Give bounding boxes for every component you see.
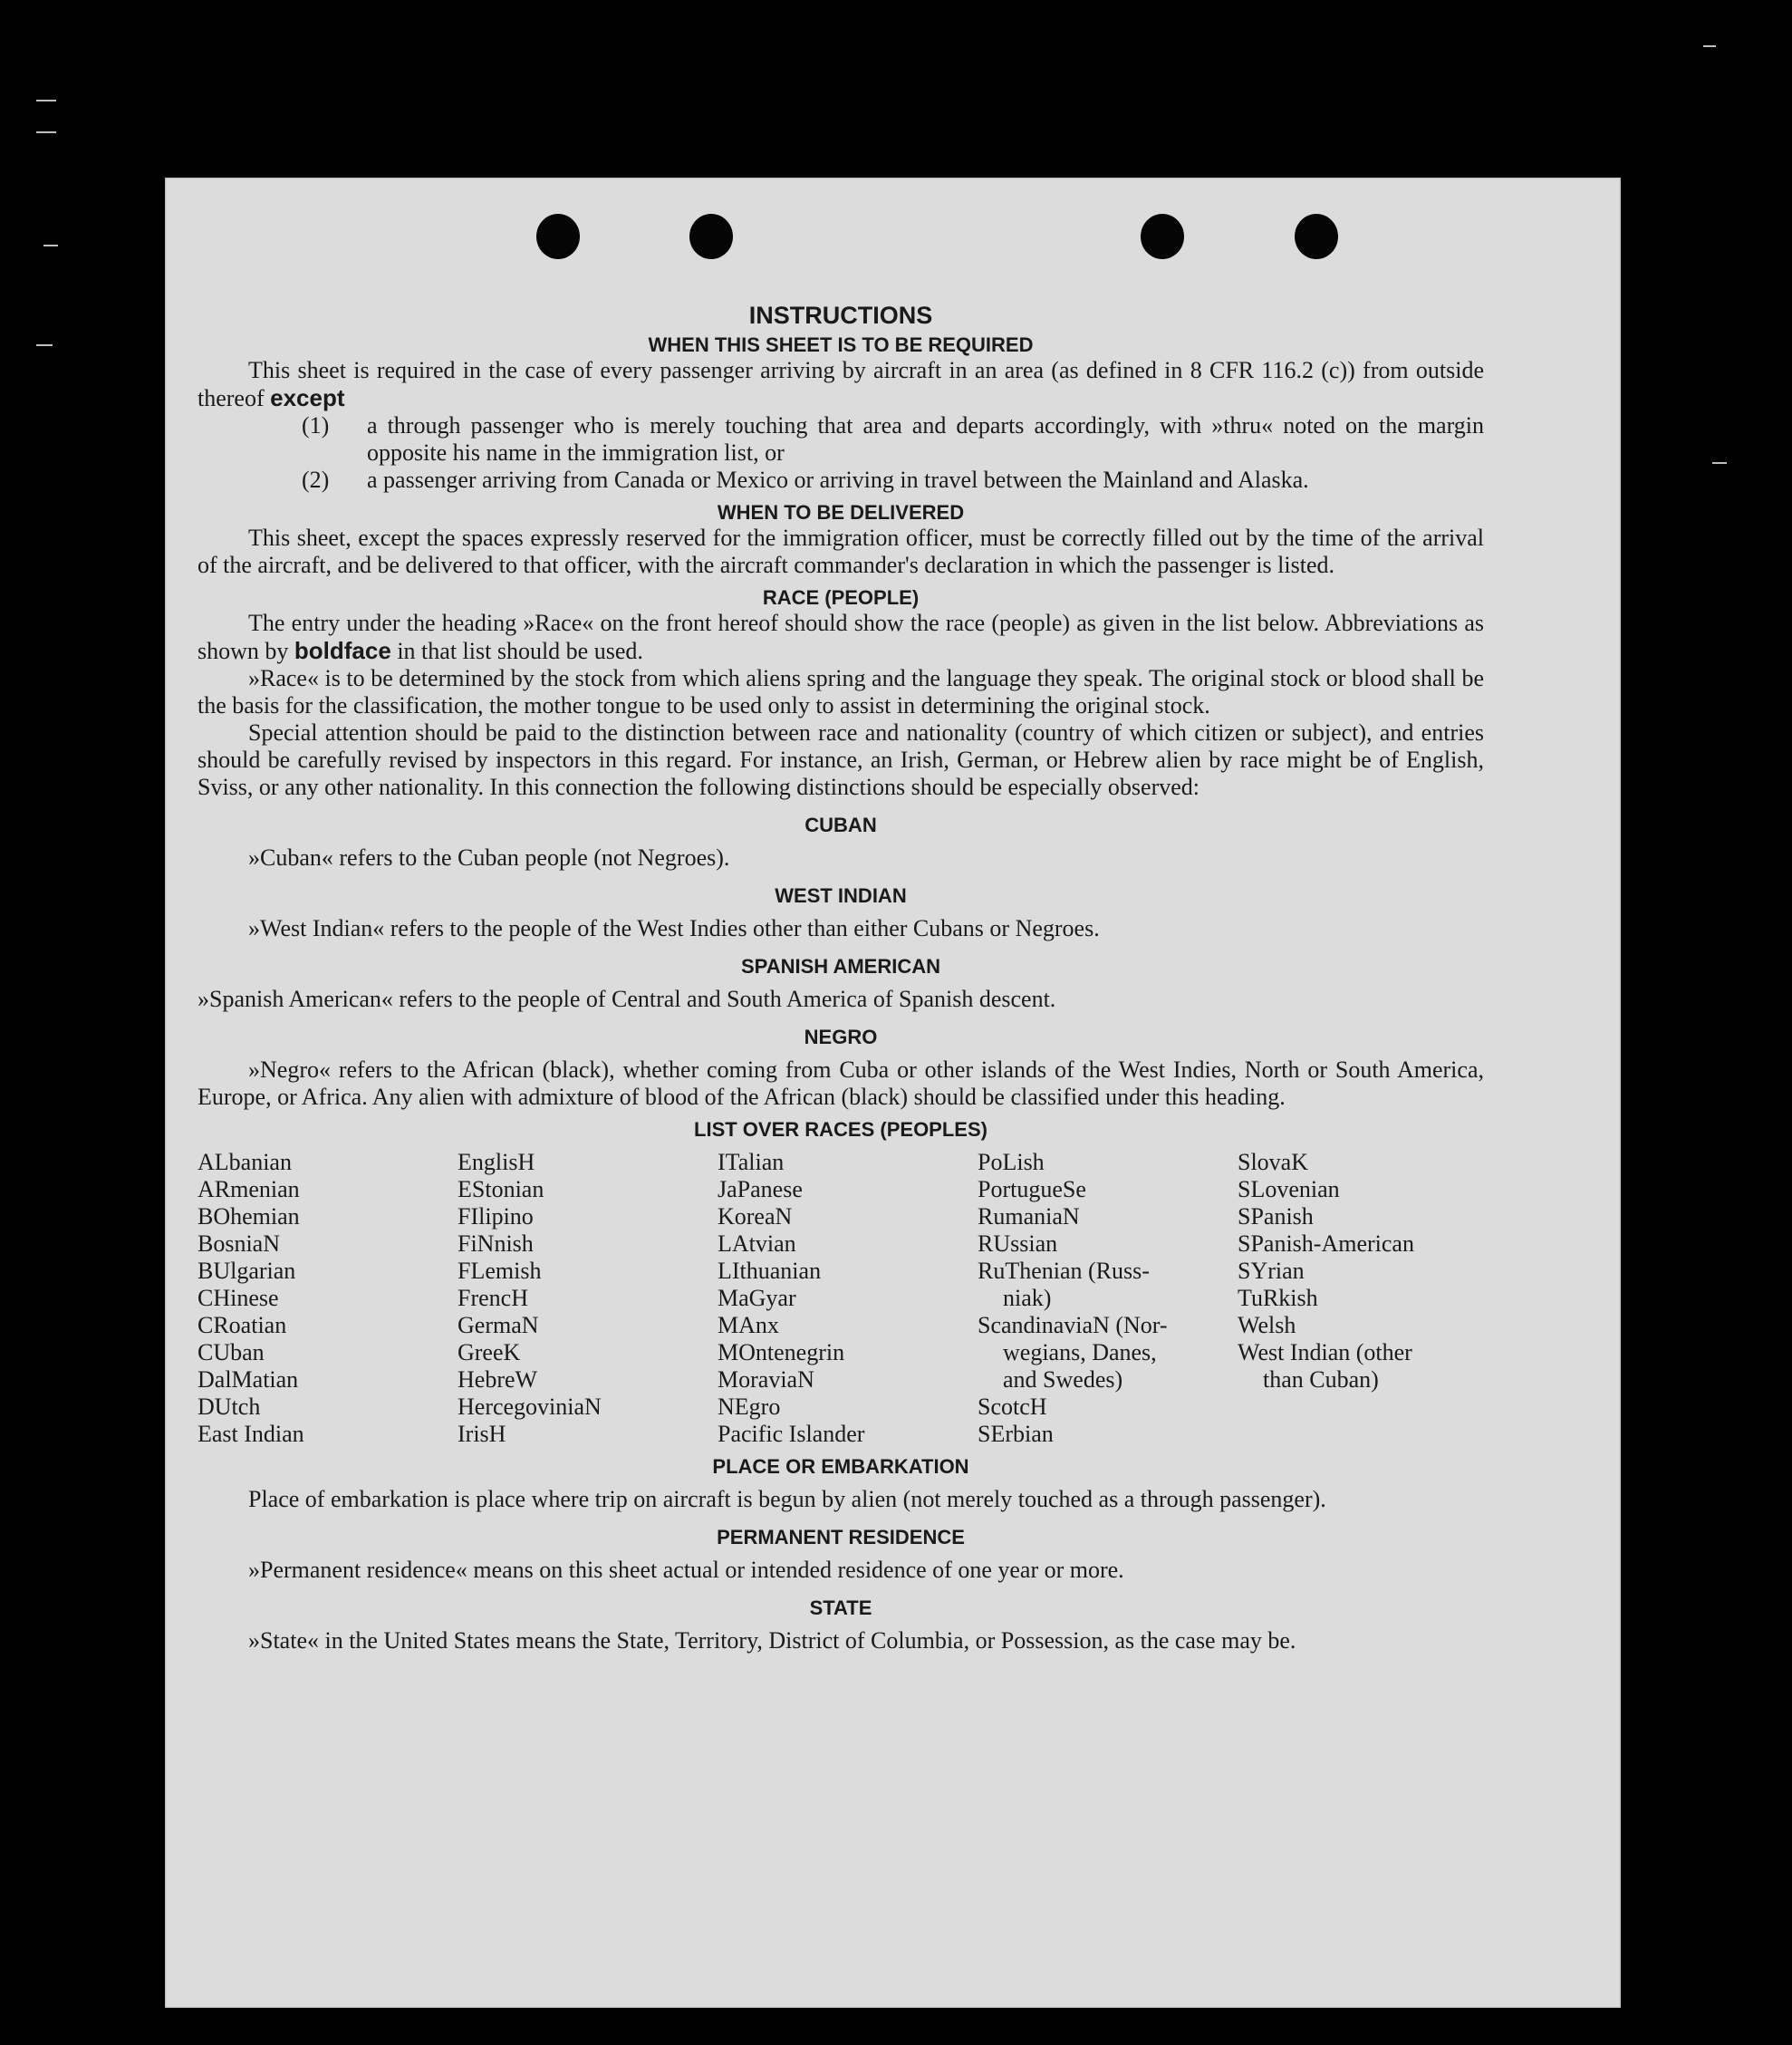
race-entry: FLemish — [458, 1258, 542, 1284]
race-column — [978, 1149, 1238, 1448]
heading-permanent-residence: PERMANENT RESIDENCE — [717, 1526, 965, 1548]
race-entry: CRoatian — [198, 1312, 287, 1338]
race-entry: West Indian (other — [1238, 1339, 1412, 1365]
race-entry: Welsh — [1238, 1312, 1296, 1338]
race-entry: ITalian — [718, 1149, 785, 1175]
race-entry: RumaniaN — [978, 1203, 1080, 1230]
scan-edge-mark — [36, 344, 53, 346]
race-entry: SLovenian — [1238, 1176, 1340, 1202]
paragraph-spanish-american: »Spanish American« refers to the people of Central and South America of Spanish descent. — [198, 986, 1056, 1012]
punch-hole — [1295, 214, 1338, 259]
scan-edge-mark — [43, 245, 58, 246]
race-entry: NEgro — [718, 1394, 781, 1420]
race-entry: HercegoviniaN — [458, 1394, 602, 1420]
race-entry: CHinese — [198, 1285, 279, 1311]
race-entry: ALbanian — [198, 1149, 292, 1175]
race-entry: than Cuban) — [1263, 1366, 1379, 1393]
race-entry: SYrian — [1238, 1258, 1305, 1284]
race-entry: SlovaK — [1238, 1149, 1308, 1175]
paragraph-when-required: This sheet is required in the case of every passenger arriving by aircraft in an area (as defined in 8 CFR 116.2 (c)) from outside thereof except — [198, 357, 1484, 411]
race-entry: MaGyar — [718, 1285, 796, 1311]
race-entry: LAtvian — [718, 1230, 796, 1257]
race-entry: FrencH — [458, 1285, 528, 1311]
race-column — [718, 1149, 978, 1448]
heading-embarkation: PLACE OR EMBARKATION — [712, 1455, 969, 1478]
race-entry: BUlgarian — [198, 1258, 296, 1284]
punch-hole — [689, 214, 733, 259]
race-entry: FIlipino — [458, 1203, 534, 1230]
race-entry: GreeK — [458, 1339, 521, 1365]
heading-spanish-american: SPANISH AMERICAN — [740, 955, 940, 978]
race-entry: ScandinaviaN (Nor- — [978, 1312, 1168, 1338]
race-entry: EnglisH — [458, 1149, 535, 1175]
race-entry: KoreaN — [718, 1203, 793, 1230]
list-item: (1) a through passenger who is merely touching that area and departs accordingly, with »thru« noted on the margin opposite his name in the immigration list, or — [302, 412, 1484, 466]
race-list — [198, 1149, 1484, 1448]
race-entry: East Indian — [198, 1421, 304, 1447]
paragraph-embarkation: Place of embarkation is place where trip on aircraft is begun by alien (not merely touched as a through passenger). — [248, 1486, 1326, 1512]
race-entry: and Swedes) — [1003, 1366, 1123, 1393]
race-entry: ScotcH — [978, 1394, 1047, 1420]
race-entry: LIthuanian — [718, 1258, 822, 1284]
scan-edge-mark — [36, 131, 56, 133]
paragraph-when-delivered: This sheet, except the spaces expressly reserved for the immigration officer, must be correctly filled out by the time of the arrival of the aircraft, and be delivered to that officer, with the aircraft commander's declaration in which the passenger is listed. — [198, 525, 1484, 578]
race-entry: TuRkish — [1238, 1285, 1318, 1311]
paragraph-negro: »Negro« refers to the African (black), whether coming from Cuba or other islands of the West Indies, North or South America, Europe, or Africa. Any alien with admixture of blood of the African (black) should be classified under this heading. — [198, 1056, 1484, 1110]
paragraph-race-1: The entry under the heading »Race« on the front hereof should show the race (people) as given in the list below. Abbreviations as shown by boldface in that list should be used. — [198, 610, 1484, 664]
heading-when-required: WHEN THIS SHEET IS TO BE REQUIRED — [648, 333, 1034, 356]
scan-edge-mark — [1703, 45, 1716, 47]
race-entry: BOhemian — [198, 1203, 300, 1230]
race-entry: JaPanese — [718, 1176, 803, 1202]
race-entry: SPanish — [1238, 1203, 1314, 1230]
race-entry: IrisH — [458, 1421, 506, 1447]
page-title: INSTRUCTIONS — [748, 302, 933, 329]
heading-west-indian: WEST INDIAN — [775, 884, 907, 907]
race-entry: GermaN — [458, 1312, 539, 1338]
race-entry: MoraviaN — [718, 1366, 814, 1393]
race-entry: SErbian — [978, 1421, 1054, 1447]
race-entry: FiNnish — [458, 1230, 534, 1257]
instructions-content — [198, 302, 1484, 1654]
paragraph-permanent-residence: »Permanent residence« means on this sheet actual or intended residence of one year or more. — [248, 1557, 1124, 1583]
paragraph-race-2: »Race« is to be determined by the stock from which aliens spring and the language they speak. The original stock or blood shall be the basis for the classification, the mother tongue to be used only to assist in determining the original stock. — [198, 665, 1484, 719]
paragraph-race-3: Special attention should be paid to the distinction between race and nationality (country of which citizen or subject), and entries should be carefully revised by inspectors in this regard. For instance, an Irish, German, or Hebrew alien by race might be of English, Sviss, or any other nationality. In this connection the following distinctions should be especially observed: — [198, 719, 1484, 800]
race-entry: RuThenian (Russ- — [978, 1258, 1150, 1284]
race-column — [198, 1149, 458, 1448]
race-column — [1238, 1149, 1498, 1448]
race-entry: PortugueSe — [978, 1176, 1086, 1202]
scan-edge-mark — [1712, 462, 1727, 464]
race-entry: HebreW — [458, 1366, 538, 1393]
race-entry: CUban — [198, 1339, 265, 1365]
race-entry: RUssian — [978, 1230, 1058, 1257]
heading-negro: NEGRO — [804, 1026, 878, 1048]
heading-when-delivered: WHEN TO BE DELIVERED — [717, 501, 965, 524]
race-entry: wegians, Danes, — [1003, 1339, 1157, 1365]
scan-edge-mark — [36, 100, 56, 101]
race-entry: niak) — [1003, 1285, 1052, 1311]
race-entry: DUtch — [198, 1394, 261, 1420]
punch-hole — [536, 214, 580, 259]
race-entry: MAnx — [718, 1312, 779, 1338]
race-entry: PoLish — [978, 1149, 1045, 1175]
heading-race: RACE (PEOPLE) — [762, 586, 920, 609]
race-entry: MOntenegrin — [718, 1339, 845, 1365]
heading-cuban: CUBAN — [804, 814, 877, 836]
race-entry: SPanish-American — [1238, 1230, 1414, 1257]
race-entry: DalMatian — [198, 1366, 299, 1393]
race-entry: BosniaN — [198, 1230, 280, 1257]
list-item: (2) a passenger arriving from Canada or Mexico or arriving in travel between the Mainland and Alaska. — [302, 467, 1309, 493]
race-entry: EStonian — [458, 1176, 544, 1202]
race-entry: ARmenian — [198, 1176, 300, 1202]
paragraph-state: »State« in the United States means the State, Territory, District of Columbia, or Possession, as the case may be. — [248, 1627, 1296, 1654]
punch-hole — [1141, 214, 1184, 259]
race-entry: Pacific Islander — [718, 1421, 865, 1447]
heading-race-list: LIST OVER RACES (PEOPLES) — [694, 1118, 988, 1141]
paragraph-cuban: »Cuban« refers to the Cuban people (not Negroes). — [248, 844, 730, 871]
heading-state: STATE — [809, 1596, 872, 1619]
race-column — [458, 1149, 718, 1448]
paragraph-west-indian: »West Indian« refers to the people of the West Indies other than either Cubans or Negroes. — [248, 915, 1100, 941]
